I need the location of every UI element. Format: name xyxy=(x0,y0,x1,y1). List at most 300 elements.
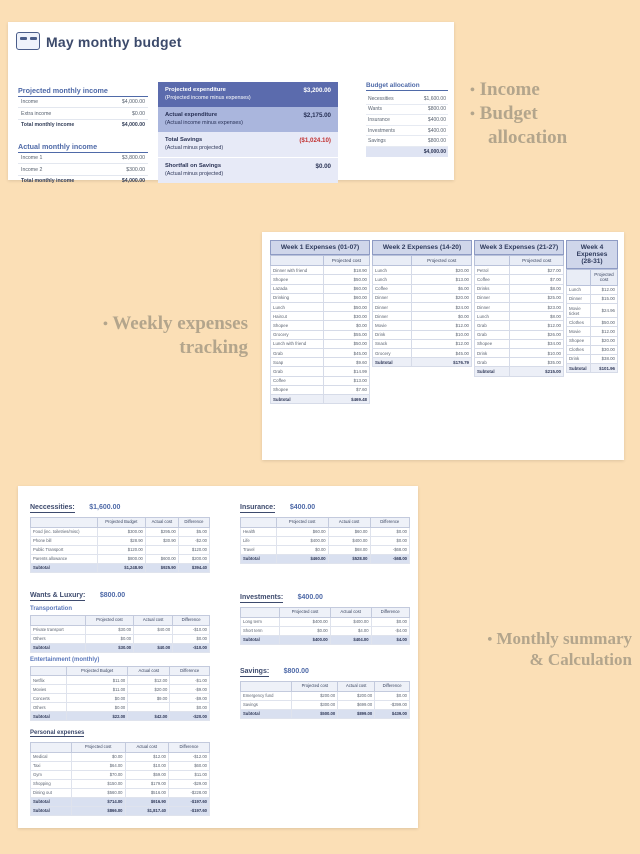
table-row xyxy=(31,788,210,797)
table-row xyxy=(271,303,370,312)
cell-actual: $200.00 xyxy=(338,691,375,700)
week-4-table xyxy=(566,240,618,373)
subtotal-difference: $394.40 xyxy=(178,563,209,572)
table-row xyxy=(373,330,472,339)
row-label: Parents allowance xyxy=(31,554,98,563)
table-row xyxy=(241,527,410,536)
subtotal-label: Subtotal xyxy=(31,563,98,572)
col-header-actual: Actual cost xyxy=(330,608,371,618)
cell-projected: $200.00 xyxy=(292,691,338,700)
transportation-table xyxy=(30,615,210,653)
table-row xyxy=(31,554,210,563)
cell-actual: $12.00 xyxy=(128,676,170,685)
cell-projected: $300.00 xyxy=(292,700,338,709)
table-row xyxy=(567,318,618,327)
subtotal-label: Subtotal xyxy=(373,358,412,367)
col-header-item xyxy=(373,256,412,266)
subtotal-actual: $916.90 xyxy=(125,797,168,806)
row-value: $18.90 xyxy=(323,266,369,275)
row-value: $38.00 xyxy=(591,354,618,363)
table-row-subtotal xyxy=(31,563,210,572)
row-label: Gym xyxy=(31,770,72,779)
row-value: $12.00 xyxy=(510,321,564,330)
projected-income-block xyxy=(18,86,148,130)
col-header-actual: Actual cost xyxy=(125,743,168,753)
row-label: Medical xyxy=(31,752,72,761)
wallet-icon xyxy=(16,32,40,50)
col-header-actual: Actual cost xyxy=(145,518,178,528)
monthly-summary-sheet xyxy=(18,486,418,828)
cell-difference: -$10.00 xyxy=(173,625,210,634)
cell-difference: $0.00 xyxy=(370,536,410,545)
row-label: Movie ticket xyxy=(567,303,591,317)
col-header-difference: Difference xyxy=(173,616,210,626)
table-row xyxy=(31,685,210,694)
total-savings-card xyxy=(158,132,338,157)
wants-heading: Wants & Luxury: xyxy=(30,592,86,599)
annotation-weekly xyxy=(28,312,248,360)
col-header-projected: Projected Budget xyxy=(97,518,145,528)
row-value: $35.00 xyxy=(510,358,564,367)
cell-projected: $400.00 xyxy=(280,617,330,626)
row-label: Haircut xyxy=(271,312,324,321)
row-value: $14.99 xyxy=(323,367,369,376)
table-row-total xyxy=(18,175,148,186)
table-row-grand-total xyxy=(31,806,210,815)
cell-actual: $516.00 xyxy=(125,788,168,797)
row-value: $12.00 xyxy=(412,339,472,348)
row-value: $30.00 xyxy=(591,345,618,354)
row-label: Grab xyxy=(271,367,324,376)
investments-amount: $400.00 xyxy=(297,594,323,601)
row-label: Phone bill xyxy=(31,536,98,545)
grand-projected: $866.00 xyxy=(71,806,125,815)
row-label: Movies xyxy=(31,685,67,694)
subtotal-difference: -$68.00 xyxy=(370,554,410,563)
table-row xyxy=(271,312,370,321)
bullet-icon: • xyxy=(103,316,108,332)
table-row xyxy=(31,634,210,643)
row-label: Travel xyxy=(241,545,277,554)
personal-expenses-table xyxy=(30,742,210,816)
table-row xyxy=(373,303,472,312)
week-1-table xyxy=(270,240,370,404)
cell-actual: $295.00 xyxy=(145,527,178,536)
row-label: Insurance xyxy=(366,115,410,126)
subtotal-value: $215.00 xyxy=(510,367,564,376)
cell-projected: $11.00 xyxy=(66,685,127,694)
subtotal-label: Subtotal xyxy=(271,394,324,403)
col-header-projected: Projected Budget xyxy=(66,666,127,676)
row-label: Short term xyxy=(241,626,280,635)
table-row xyxy=(271,358,370,367)
table-row xyxy=(567,345,618,354)
row-value: $7.60 xyxy=(323,385,369,394)
personal-expenses-heading: Personal expenses xyxy=(30,730,85,737)
col-header-actual: Actual cost xyxy=(338,682,375,692)
row-value: $34.00 xyxy=(510,339,564,348)
row-label: Extra income xyxy=(18,108,105,119)
col-header-projected-cost: Projected cost xyxy=(510,256,564,266)
row-label: Clothes xyxy=(567,345,591,354)
table-row xyxy=(31,536,210,545)
row-value: $60.00 xyxy=(323,293,369,302)
cell-projected: $0.00 xyxy=(280,626,330,635)
row-label: Snack xyxy=(373,339,412,348)
row-label: Food (inc. toiletries/misc) xyxy=(31,527,98,536)
row-label: Drinking xyxy=(271,293,324,302)
table-row xyxy=(31,770,210,779)
table-row xyxy=(366,136,448,147)
necessities-amount: $1,600.00 xyxy=(89,504,121,511)
row-label: Income 2 xyxy=(18,164,105,175)
table-row xyxy=(475,330,564,339)
row-label: Lunch with friend xyxy=(271,339,324,348)
col-header-difference: Difference xyxy=(168,743,209,753)
cell-projected: $11.00 xyxy=(66,676,127,685)
bullet-icon: • xyxy=(487,632,493,648)
cell-actual: $9.00 xyxy=(128,694,170,703)
table-row xyxy=(373,275,472,284)
row-value: $20.00 xyxy=(591,336,618,345)
row-value: $23.00 xyxy=(510,303,564,312)
table-row-subtotal xyxy=(241,709,410,718)
table-row xyxy=(31,752,210,761)
row-value: $4,000.00 xyxy=(105,97,148,108)
row-value: $12.00 xyxy=(412,321,472,330)
card-title: Total Savings xyxy=(165,137,203,144)
table-row xyxy=(366,104,448,115)
subtotal-actual: $42.00 xyxy=(128,712,170,721)
subtotal-actual: $404.00 xyxy=(330,635,371,644)
row-value: $9.60 xyxy=(323,358,369,367)
cell-projected: $0.00 xyxy=(276,545,328,554)
table-row xyxy=(271,266,370,275)
actual-income-heading: Actual monthly income xyxy=(18,142,148,153)
monthly-budget-sheet xyxy=(8,22,454,184)
table-row xyxy=(271,367,370,376)
cell-difference: $11.00 xyxy=(168,770,209,779)
summary-cards xyxy=(158,82,338,183)
cell-projected: $0.00 xyxy=(66,694,127,703)
total-value: $4,000.00 xyxy=(121,121,145,128)
subtotal-label: Subtotal xyxy=(31,643,86,652)
table-row xyxy=(271,284,370,293)
total-label: Total monthly income xyxy=(21,177,75,184)
cell-actual: $20.00 xyxy=(128,685,170,694)
row-label: Coffee xyxy=(271,376,324,385)
row-value: $1,600.00 xyxy=(410,94,448,104)
card-subtitle: (Actual minus projected) xyxy=(165,145,224,152)
budget-allocation-heading: Budget allocation xyxy=(366,82,448,91)
cell-projected: $0.00 xyxy=(85,634,133,643)
budget-allocation-block xyxy=(366,82,448,157)
row-label: Taxi xyxy=(31,761,72,770)
table-row-total xyxy=(366,146,448,156)
transportation-heading: Transportation xyxy=(30,606,73,612)
table-row xyxy=(475,284,564,293)
row-value: $800.00 xyxy=(410,104,448,115)
row-value: $6.00 xyxy=(412,284,472,293)
table-row xyxy=(31,527,210,536)
table-row-subtotal xyxy=(567,364,618,373)
col-header-item xyxy=(567,270,591,286)
table-row xyxy=(31,761,210,770)
grand-actual: $1,817.40 xyxy=(125,806,168,815)
cell-difference: $0.00 xyxy=(170,703,210,712)
row-label: Grab xyxy=(475,321,510,330)
col-header-projected-cost: Projected cost xyxy=(412,256,472,266)
col-header-item xyxy=(31,616,86,626)
table-row xyxy=(567,303,618,317)
row-label: Public Transport xyxy=(31,545,98,554)
cell-difference: -$1.00 xyxy=(170,676,210,685)
cell-actual xyxy=(145,545,178,554)
cell-difference: -$399.00 xyxy=(375,700,410,709)
row-label: Shopee xyxy=(271,321,324,330)
table-row xyxy=(475,266,564,275)
cell-difference: -$228.00 xyxy=(168,788,209,797)
cell-difference: $200.00 xyxy=(178,554,209,563)
annotation-line: Weekly expenses xyxy=(112,313,248,334)
shortfall-savings-card xyxy=(158,157,338,183)
cell-actual: $179.00 xyxy=(125,779,168,788)
row-label: Investments xyxy=(366,125,410,136)
row-label: Necessities xyxy=(366,94,410,104)
col-header-projected: Projected cost xyxy=(280,608,330,618)
row-label: Long term xyxy=(241,617,280,626)
subtotal-difference: $4.00 xyxy=(371,635,409,644)
table-row xyxy=(567,354,618,363)
col-header-projected-cost: Projected cost xyxy=(591,270,618,286)
row-label: Dinner xyxy=(475,293,510,302)
cell-projected: $400.00 xyxy=(276,536,328,545)
table-row xyxy=(475,293,564,302)
cell-actual: $699.00 xyxy=(338,700,375,709)
table-row xyxy=(31,625,210,634)
col-header-item xyxy=(31,518,98,528)
row-label: Grab xyxy=(475,330,510,339)
subtotal-label: Subtotal xyxy=(567,364,591,373)
total-value: $4,000.00 xyxy=(121,177,145,184)
row-value: $15.00 xyxy=(591,294,618,303)
table-row-subtotal xyxy=(271,394,370,403)
necessities-table xyxy=(30,517,210,573)
subtotal-projected: $714.00 xyxy=(71,797,125,806)
wants-section xyxy=(30,584,210,816)
subtotal-projected: $400.00 xyxy=(280,635,330,644)
investments-section xyxy=(240,586,410,645)
cell-projected: $64.00 xyxy=(71,761,125,770)
table-row xyxy=(475,358,564,367)
table-row xyxy=(366,125,448,136)
row-label: Income xyxy=(18,97,105,108)
cell-actual: $59.00 xyxy=(125,770,168,779)
row-label: Lunch xyxy=(475,312,510,321)
row-label: Coffee xyxy=(373,284,412,293)
table-row xyxy=(271,330,370,339)
col-header-item xyxy=(31,666,67,676)
row-label: Health xyxy=(241,527,277,536)
total-value: $4,000.00 xyxy=(410,146,448,156)
weekly-expenses-sheet xyxy=(262,232,624,460)
table-row-subtotal xyxy=(241,635,410,644)
savings-amount: $800.00 xyxy=(283,668,309,675)
row-value: $12.00 xyxy=(591,327,618,336)
row-value: $0.00 xyxy=(323,321,369,330)
col-header-difference: Difference xyxy=(178,518,209,528)
subtotal-difference: $439.00 xyxy=(375,709,410,718)
necessities-section xyxy=(30,496,210,573)
table-row xyxy=(366,94,448,104)
row-label: Others xyxy=(31,703,67,712)
table-row xyxy=(475,312,564,321)
week-title: Week 3 Expenses (21-27) xyxy=(474,240,564,255)
table-row xyxy=(18,164,148,175)
row-value: $7.00 xyxy=(510,275,564,284)
table-row xyxy=(241,545,410,554)
table-row xyxy=(18,153,148,164)
page-title: May monthy budget xyxy=(46,34,182,50)
table-row xyxy=(271,348,370,357)
row-label: Lunch xyxy=(567,285,591,294)
row-value: $27.00 xyxy=(510,266,564,275)
subtotal-label: Subtotal xyxy=(241,709,292,718)
cell-projected: $30.00 xyxy=(85,625,133,634)
row-value: $55.00 xyxy=(323,330,369,339)
row-label: Shopee xyxy=(567,336,591,345)
table-row xyxy=(31,694,210,703)
cell-actual: $30.90 xyxy=(145,536,178,545)
table-row xyxy=(31,545,210,554)
card-title: Projected expenditure xyxy=(165,87,226,93)
grand-difference: -$197.60 xyxy=(168,806,209,815)
cell-projected: $60.00 xyxy=(276,527,328,536)
annotation-line: Monthly summary xyxy=(496,629,632,648)
cell-actual: $400.00 xyxy=(330,617,371,626)
col-header-item xyxy=(241,518,277,528)
table-row xyxy=(241,700,410,709)
bullet-icon: • xyxy=(470,106,475,122)
cell-difference: -$4.00 xyxy=(371,626,409,635)
necessities-heading: Neccessities: xyxy=(30,504,75,511)
row-label: Savings xyxy=(366,136,410,147)
insurance-table xyxy=(240,517,410,564)
row-value: $800.00 xyxy=(410,136,448,147)
table-row-subtotal xyxy=(241,554,410,563)
row-label: Wants xyxy=(366,104,410,115)
projected-expenditure-card xyxy=(158,82,338,107)
table-row xyxy=(567,327,618,336)
table-row xyxy=(567,294,618,303)
row-value: $0.00 xyxy=(105,108,148,119)
actual-income-block xyxy=(18,142,148,186)
row-label: Income 1 xyxy=(18,153,105,164)
row-value: $45.00 xyxy=(323,348,369,357)
grand-label: Subtotal xyxy=(31,806,72,815)
row-label: Lazada xyxy=(271,284,324,293)
table-row xyxy=(241,626,410,635)
cell-difference: $120.00 xyxy=(178,545,209,554)
table-row xyxy=(18,108,148,119)
total-label: Total monthly income xyxy=(21,121,75,128)
subtotal-actual: $528.00 xyxy=(328,554,370,563)
table-row-total xyxy=(18,119,148,130)
cell-difference: $0.00 xyxy=(371,617,409,626)
row-value: $20.00 xyxy=(412,293,472,302)
cell-actual: $40.00 xyxy=(134,625,173,634)
col-header-projected-cost: Projected cost xyxy=(323,256,369,266)
cell-actual: $4.00 xyxy=(330,626,371,635)
projected-income-heading: Projected monthly income xyxy=(18,86,148,97)
table-row xyxy=(271,321,370,330)
annotation-line: Income xyxy=(479,79,540,100)
subtotal-projected: $460.00 xyxy=(276,554,328,563)
cell-projected: $0.00 xyxy=(66,703,127,712)
cell-difference: $60.00 xyxy=(168,761,209,770)
table-row xyxy=(373,266,472,275)
row-value: $13.00 xyxy=(412,275,472,284)
card-title: Shortfall on Savings xyxy=(165,163,222,170)
row-value: $24.00 xyxy=(412,303,472,312)
subtotal-value: $176.79 xyxy=(412,358,472,367)
row-value: $13.00 xyxy=(323,376,369,385)
card-amount: $2,175.00 xyxy=(303,112,331,120)
cell-actual: $600.00 xyxy=(145,554,178,563)
row-value: $20.00 xyxy=(412,266,472,275)
cell-difference: -$2.00 xyxy=(178,536,209,545)
row-label: Grab xyxy=(475,358,510,367)
cell-projected: $800.00 xyxy=(97,554,145,563)
row-value: $8.00 xyxy=(510,312,564,321)
cell-projected: $150.00 xyxy=(71,779,125,788)
col-header-item xyxy=(241,608,280,618)
savings-heading: Savings: xyxy=(240,668,270,675)
budget-allocation-table xyxy=(366,94,448,157)
col-header-item xyxy=(271,256,324,266)
cell-difference: $0.00 xyxy=(173,634,210,643)
investments-heading: Investments: xyxy=(240,594,284,601)
annotation-line: tracking xyxy=(179,336,248,358)
row-label: Petrol xyxy=(475,266,510,275)
col-header-projected: Projected cost xyxy=(85,616,133,626)
cell-actual: $12.00 xyxy=(125,752,168,761)
subtotal-label: Subtotal xyxy=(475,367,510,376)
table-row xyxy=(475,348,564,357)
cell-difference: -$29.00 xyxy=(168,779,209,788)
savings-table xyxy=(240,681,410,719)
total-label xyxy=(366,146,410,156)
subtotal-actual: $925.90 xyxy=(145,563,178,572)
table-row-subtotal xyxy=(373,358,472,367)
row-label: Drinks xyxy=(475,284,510,293)
row-label: Drink xyxy=(567,354,591,363)
cell-actual xyxy=(134,634,173,643)
table-row xyxy=(31,676,210,685)
subtotal-actual: $899.00 xyxy=(338,709,375,718)
cell-actual: $60.00 xyxy=(328,527,370,536)
row-label: Movie xyxy=(567,327,591,336)
row-label: Shopee xyxy=(271,385,324,394)
col-header-projected: Projected cost xyxy=(292,682,338,692)
annotation-line: Budget xyxy=(479,102,538,124)
row-label: Dinner with friend xyxy=(271,266,324,275)
row-value: $25.00 xyxy=(510,293,564,302)
cell-actual: $68.00 xyxy=(328,545,370,554)
projected-income-table xyxy=(18,97,148,130)
row-label: Private transport xyxy=(31,625,86,634)
row-value: $400.00 xyxy=(410,125,448,136)
